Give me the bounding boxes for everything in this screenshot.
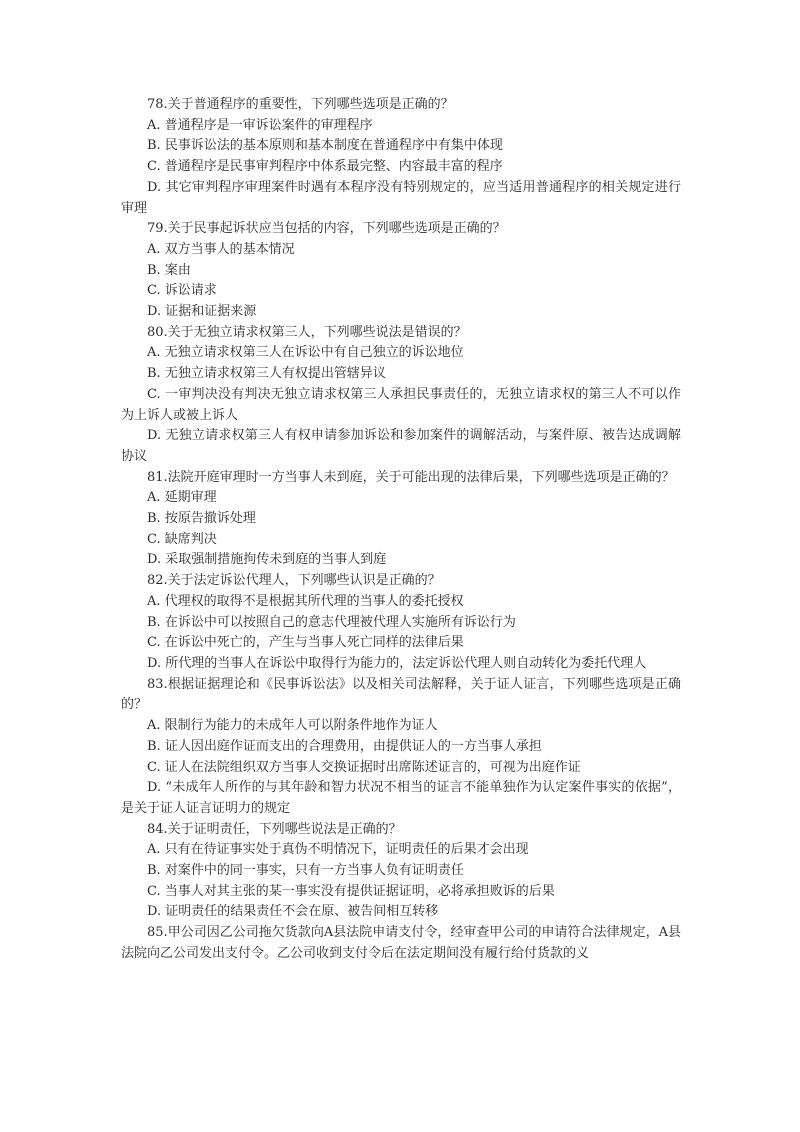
question-81-stem: 81.法院开庭审理时一方当事人未到庭，关于可能出现的法律后果，下列哪些选项是正确的？: [147, 469, 675, 485]
question-82-option-c: C. 在诉讼中死亡的，产生与当事人死亡同样的法律后果: [147, 635, 464, 651]
question-81-option-a: A. 延期审理: [147, 490, 217, 506]
question-78-option-c: C. 普通程序是民事审判程序中体系最完整、内容最丰富的程序: [147, 159, 503, 175]
question-80-option-a: A. 无独立请求权第三人在诉讼中有自己独立的诉讼地位: [147, 345, 464, 361]
question-83-stem: 83.根据证据理论和《民事诉讼法》以及相关司法解释，关于证人证言，下列哪些选项是正确的？: [121, 676, 681, 713]
question-79-option-c: C. 诉讼请求: [147, 283, 217, 299]
question-82-stem: 82.关于法定诉讼代理人，下列哪些认识是正确的？: [147, 573, 441, 589]
question-78-stem: 78.关于普通程序的重要性，下列哪些选项是正确的？: [147, 97, 454, 112]
question-82-option-a: A. 代理权的取得不是根据其所代理的当事人的委托授权: [147, 593, 464, 609]
question-81-option-c: C. 缺席判决: [147, 531, 217, 547]
question-84-option-d: D. 证明责任的结果责任不会在原、被告间相互转移: [147, 904, 439, 920]
question-78-option-d: D. 其它审判程序审理案件时遇有本程序没有特别规定的，应当适用普通程序的相关规定进行审理: [121, 179, 681, 216]
question-79-option-a: A. 双方当事人的基本情况: [147, 241, 295, 257]
question-83-option-c: C. 证人在法院组织双方当事人交换证据时出席陈述证言的，可视为出庭作证: [147, 759, 581, 775]
question-79-option-b: B. 案由: [147, 262, 191, 278]
question-80-option-c: C. 一审判决没有判决无独立请求权第三人承担民事责任的，无独立请求权的第三人不可以作为上诉人或被上诉人: [121, 386, 681, 423]
question-80-option-d: D. 无独立请求权第三人有权申请参加诉讼和参加案件的调解活动，与案件原、被告达成调解协议: [121, 428, 681, 464]
question-80-stem: 80.关于无独立请求权第三人，下列哪些说法是错误的？: [147, 324, 467, 340]
question-79-option-d: D. 证据和证据来源: [147, 304, 257, 320]
question-83-option-d: D. “未成年人所作的与其年龄和智力状况不相当的证言不能单独作为认定案件事实的依据”，是关于证人证言证明力的规定: [121, 780, 681, 816]
question-84-option-b: B. 对案件中的同一事实，只有一方当事人负有证明责任: [147, 863, 464, 879]
question-82-option-d: D. 所代理的当事人在诉讼中取得行为能力的，法定诉讼代理人则自动转化为委托代理人: [147, 655, 647, 671]
question-85-stem: 85.甲公司因乙公司拖欠货款向A县法院申请支付令，经审查甲公司的申请符合法律规定，A县法院向乙公司发出支付令。乙公司收到支付令后在法定期间没有履行给付货款的义: [121, 925, 681, 961]
question-83-option-b: B. 证人因出庭作证而支出的合理费用，由提供证人的一方当事人承担: [147, 738, 542, 754]
question-79-stem: 79.关于民事起诉状应当包括的内容，下列哪些选项是正确的？: [147, 221, 506, 237]
question-84-option-a: A. 只有在待证事实处于真伪不明情况下，证明责任的后果才会出现: [147, 842, 529, 858]
question-81-option-b: B. 按原告撤诉处理: [147, 511, 256, 527]
question-81-option-d: D. 采取强制措施拘传未到庭的当事人到庭: [147, 552, 387, 568]
question-84-stem: 84.关于证明责任，下列哪些说法是正确的？: [147, 821, 402, 837]
question-list: [121, 95, 681, 965]
question-82-option-b: B. 在诉讼中可以按照自己的意志代理被代理人实施所有诉讼行为: [147, 614, 516, 630]
question-78-option-a: A. 普通程序是一审诉讼案件的审理程序: [147, 117, 373, 133]
question-78-option-b: B. 民事诉讼法的基本原则和基本制度在普通程序中有集中体现: [147, 138, 503, 154]
question-80-option-b: B. 无独立请求权第三人有权提出管辖异议: [147, 366, 386, 382]
question-83-option-a: A. 限制行为能力的未成年人可以附条件地作为证人: [147, 718, 438, 734]
question-84-option-c: C. 当事人对其主张的某一事实没有提供证据证明，必将承担败诉的后果: [147, 883, 555, 899]
